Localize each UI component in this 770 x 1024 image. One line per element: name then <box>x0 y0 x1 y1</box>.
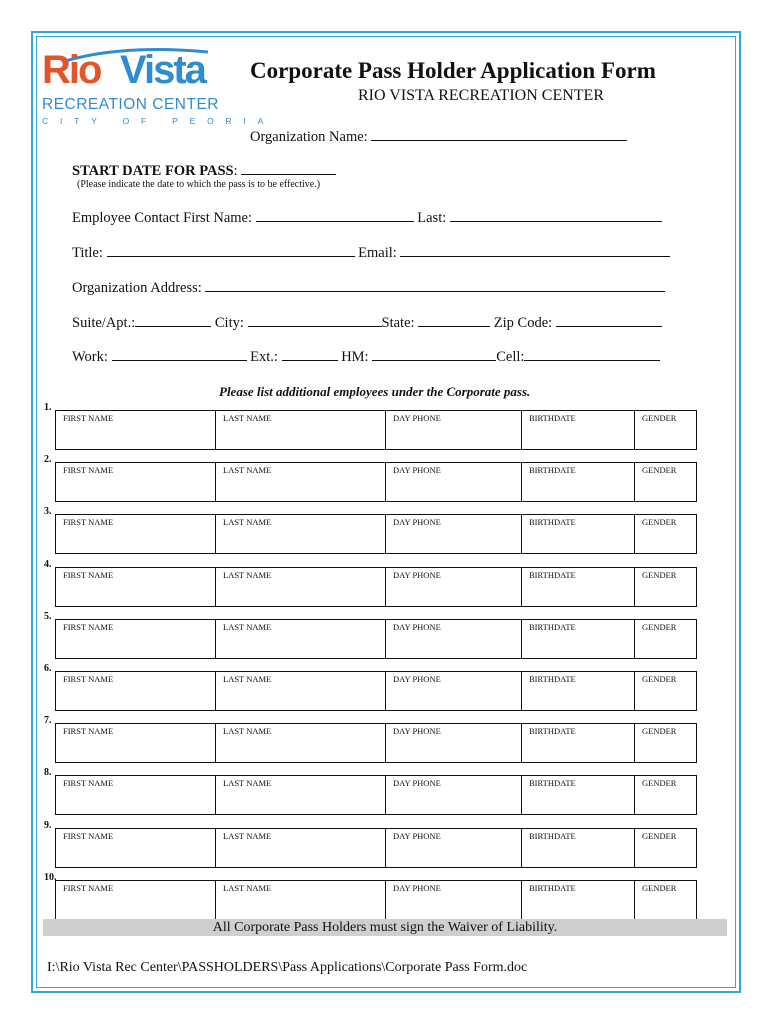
contact-name-row <box>72 207 662 227</box>
first-name-label: Employee Contact First Name: <box>72 210 253 226</box>
form-subtitle: RIO VISTA RECREATION CENTER <box>358 87 604 104</box>
cell-last-name[interactable]: LAST NAME <box>216 672 386 710</box>
cell-gender[interactable]: GENDER <box>642 831 677 841</box>
cell-birthdate[interactable]: BIRTHDATE <box>522 463 635 501</box>
cell-gender[interactable]: GENDER <box>642 778 677 788</box>
table-row <box>55 462 697 502</box>
cell-birthdate[interactable]: BIRTHDATE <box>522 881 635 919</box>
row-number: 6. <box>44 663 52 674</box>
start-date-note: (Please indicate the date to which the pass is to be effective.) <box>77 179 321 190</box>
cell-last-name[interactable]: LAST NAME <box>216 829 386 867</box>
table-row <box>55 880 697 920</box>
last-name-label: Last: <box>417 210 447 226</box>
row-number: 7. <box>44 715 52 726</box>
cell-phone-input[interactable] <box>524 346 660 361</box>
table-row <box>55 410 697 450</box>
organization-name-field <box>250 126 627 146</box>
logo-recreation-center: RECREATION CENTER <box>42 96 220 113</box>
organization-name-input[interactable] <box>371 126 627 141</box>
cell-first-name[interactable]: FIRST NAME <box>56 829 216 867</box>
suite-input[interactable] <box>135 312 211 327</box>
cell-day-phone[interactable]: DAY PHONE <box>386 515 522 553</box>
cell-birthdate[interactable]: BIRTHDATE <box>522 568 635 606</box>
cell-birthdate[interactable]: BIRTHDATE <box>522 829 635 867</box>
table-row <box>55 619 697 659</box>
table-row <box>55 514 697 554</box>
cell-first-name[interactable]: FIRST NAME <box>56 881 216 919</box>
cell-last-name[interactable]: LAST NAME <box>216 724 386 762</box>
table-row <box>55 775 697 815</box>
city-label: City: <box>214 315 244 331</box>
row-number: 1. <box>44 402 52 413</box>
last-name-input[interactable] <box>450 207 662 222</box>
start-date-colon: : <box>233 163 238 179</box>
row-number: 5. <box>44 611 52 622</box>
cell-last-name[interactable]: LAST NAME <box>216 568 386 606</box>
zip-label: Zip Code: <box>493 315 553 331</box>
table-row <box>55 828 697 868</box>
state-label: State: <box>381 315 415 331</box>
ext-input[interactable] <box>282 346 338 361</box>
rio-vista-logo <box>40 46 276 132</box>
cell-birthdate[interactable]: BIRTHDATE <box>522 724 635 762</box>
logo-vista-text: Vista <box>120 48 205 92</box>
cell-first-name[interactable]: FIRST NAME <box>56 515 216 553</box>
cell-first-name[interactable]: FIRST NAME <box>56 463 216 501</box>
table-row <box>55 723 697 763</box>
home-phone-input[interactable] <box>372 346 496 361</box>
hm-label: HM: <box>341 349 369 365</box>
cell-birthdate[interactable]: BIRTHDATE <box>522 620 635 658</box>
logo-rio-text: Rio <box>42 48 101 92</box>
cell-last-name[interactable]: LAST NAME <box>216 776 386 814</box>
first-name-input[interactable] <box>256 207 414 222</box>
state-input[interactable] <box>418 312 490 327</box>
work-phone-input[interactable] <box>112 346 247 361</box>
cell-day-phone[interactable]: DAY PHONE <box>386 829 522 867</box>
cell-last-name[interactable]: LAST NAME <box>216 515 386 553</box>
form-title: Corporate Pass Holder Application Form <box>250 58 656 83</box>
address-input[interactable] <box>205 277 665 292</box>
waiver-notice: All Corporate Pass Holders must sign the Waiver of Liability. <box>43 919 727 936</box>
work-label: Work: <box>72 349 108 365</box>
logo-city-of-peoria: CITY OF PEORIA <box>42 116 276 126</box>
cell-gender[interactable]: GENDER <box>642 413 677 423</box>
cell-first-name[interactable]: FIRST NAME <box>56 568 216 606</box>
cell-last-name[interactable]: LAST NAME <box>216 620 386 658</box>
cell-birthdate[interactable]: BIRTHDATE <box>522 515 635 553</box>
cell-day-phone[interactable]: DAY PHONE <box>386 568 522 606</box>
cell-day-phone[interactable]: DAY PHONE <box>386 463 522 501</box>
start-date-field <box>72 160 336 180</box>
cell-day-phone[interactable]: DAY PHONE <box>386 620 522 658</box>
cell-gender[interactable]: GENDER <box>642 517 677 527</box>
row-number: 3. <box>44 506 52 517</box>
cell-gender[interactable]: GENDER <box>642 883 677 893</box>
cell-gender[interactable]: GENDER <box>642 465 677 475</box>
city-input[interactable] <box>248 312 382 327</box>
cell-birthdate[interactable]: BIRTHDATE <box>522 672 635 710</box>
table-row <box>55 567 697 607</box>
file-path-footer: I:\Rio Vista Rec Center\PASSHOLDERS\Pass Applications\Corporate Pass Form.doc <box>47 960 528 975</box>
suite-label: Suite/Apt.: <box>72 315 136 331</box>
title-input[interactable] <box>107 242 355 257</box>
cell-first-name[interactable]: FIRST NAME <box>56 411 216 449</box>
cell-gender[interactable]: GENDER <box>642 726 677 736</box>
contact-title-row <box>72 242 670 262</box>
email-label: Email: <box>358 245 397 261</box>
cell-first-name[interactable]: FIRST NAME <box>56 620 216 658</box>
cell-last-name[interactable]: LAST NAME <box>216 463 386 501</box>
additional-employees-instruction: Please list additional employees under the Corporate pass. <box>219 384 531 399</box>
cell-first-name[interactable]: FIRST NAME <box>56 724 216 762</box>
table-row <box>55 671 697 711</box>
address-row <box>72 277 665 297</box>
ext-label: Ext.: <box>250 349 278 365</box>
cell-birthdate[interactable]: BIRTHDATE <box>522 411 635 449</box>
cell-first-name[interactable]: FIRST NAME <box>56 672 216 710</box>
cell-label: Cell: <box>496 349 525 365</box>
cell-gender[interactable]: GENDER <box>642 570 677 580</box>
row-number: 10. <box>44 872 57 883</box>
row-number: 9. <box>44 820 52 831</box>
start-date-input[interactable] <box>241 160 336 175</box>
cell-day-phone[interactable]: DAY PHONE <box>386 881 522 919</box>
start-date-label: START DATE FOR PASS <box>72 163 234 179</box>
cell-last-name[interactable]: LAST NAME <box>216 881 386 919</box>
title-label: Title: <box>72 245 103 261</box>
cell-day-phone[interactable]: DAY PHONE <box>386 724 522 762</box>
address-label: Organization Address: <box>72 280 202 296</box>
cell-day-phone[interactable]: DAY PHONE <box>386 411 522 449</box>
cell-day-phone[interactable]: DAY PHONE <box>386 776 522 814</box>
cell-first-name[interactable]: FIRST NAME <box>56 776 216 814</box>
cell-last-name[interactable]: LAST NAME <box>216 411 386 449</box>
row-number: 8. <box>44 767 52 778</box>
cell-gender[interactable]: GENDER <box>642 622 677 632</box>
cell-day-phone[interactable]: DAY PHONE <box>386 672 522 710</box>
cell-gender[interactable]: GENDER <box>642 674 677 684</box>
zip-input[interactable] <box>556 312 662 327</box>
suite-city-row <box>72 312 662 332</box>
organization-name-label: Organization Name: <box>250 129 368 145</box>
row-number: 4. <box>44 559 52 570</box>
phone-row <box>72 346 660 366</box>
row-number: 2. <box>44 454 52 465</box>
cell-birthdate[interactable]: BIRTHDATE <box>522 776 635 814</box>
email-input[interactable] <box>400 242 670 257</box>
